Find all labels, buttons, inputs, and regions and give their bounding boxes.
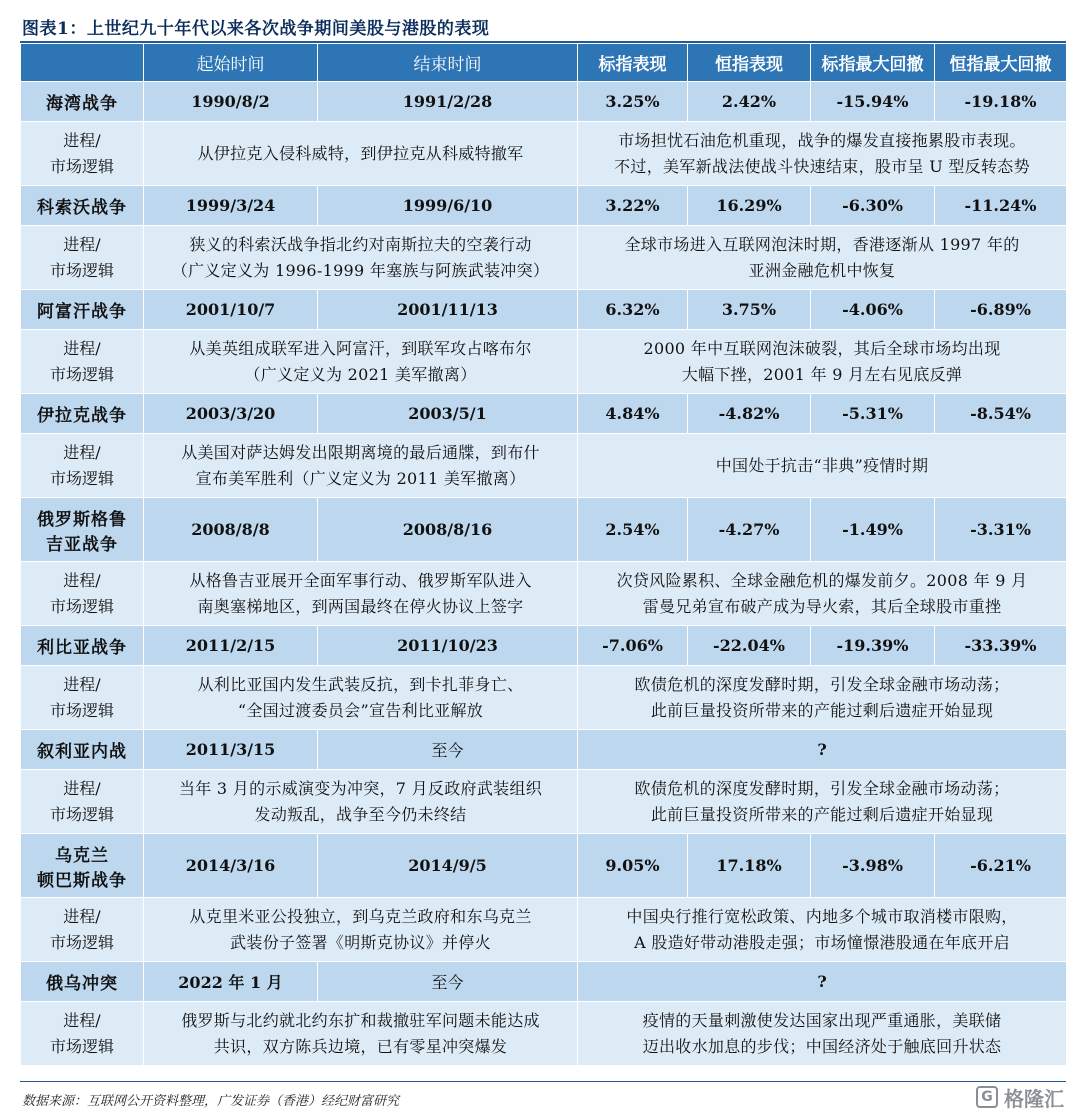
process-line: 共识，双方陈兵边境，已有零星冲突爆发: [213, 1036, 508, 1056]
process-logic-label-line: 进程/: [63, 234, 101, 254]
spx-return-cell: 9.05%: [578, 834, 688, 898]
process-description-cell: [144, 330, 578, 394]
end-date-cell: 1999/6/10: [318, 186, 578, 226]
market-line: 市场担忧石油危机重现，战争的爆发直接拖累股市表现。: [618, 130, 1026, 150]
war-name-line: 叙利亚内战: [37, 742, 127, 762]
market-line: 欧债危机的深度发酵时期，引发全球金融市场动荡；: [634, 778, 1010, 798]
process-logic-label-line: 进程/: [63, 1010, 101, 1030]
market-logic-cell: [578, 226, 1067, 290]
process-line: 南奥塞梯地区，到两国最终在停火协议上签字: [197, 596, 524, 616]
market-logic-cell: [578, 122, 1067, 186]
process-line: 从利比亚国内发生武装反抗，到卡扎菲身亡、: [197, 674, 524, 694]
process-line: 宣布美军胜利（广义定义为 2011 美军撤离）: [195, 468, 526, 488]
hsi-return-cell: 3.75%: [688, 290, 811, 330]
end-date-cell: 2001/11/13: [318, 290, 578, 330]
market-line: 大幅下挫，2001 年 9 月左右见底反弹: [681, 364, 963, 384]
watermark-text: 格隆汇: [1004, 1086, 1064, 1111]
market-line: 雷曼兄弟宣布破产成为导火索，其后全球股市重挫: [642, 596, 1002, 616]
start-date-cell: 2014/3/16: [144, 834, 318, 898]
market-line: 亚洲金融危机中恢复: [748, 260, 896, 280]
start-date-cell: 1999/3/24: [144, 186, 318, 226]
process-logic-label-line: 市场逻辑: [49, 260, 114, 280]
war-name-cell: [21, 834, 144, 898]
war-name-line: 乌克兰: [55, 845, 109, 866]
process-logic-label-line: 进程/: [63, 338, 101, 358]
market-logic-cell: [578, 666, 1067, 730]
header-cell-blank: [21, 44, 144, 82]
spx-drawdown-cell: -4.06%: [811, 290, 935, 330]
war-name-cell: [21, 730, 144, 770]
market-logic-cell: [578, 330, 1067, 394]
process-description-cell: [144, 434, 578, 498]
war-name-cell: [21, 394, 144, 434]
war-name-line: 顿巴斯战争: [37, 870, 127, 891]
hsi-drawdown-cell: -11.24%: [935, 186, 1067, 226]
process-line: 从美国对萨达姆发出限期离境的最后通牒，到布什: [181, 442, 540, 462]
process-description-cell: [144, 226, 578, 290]
war-name-cell: [21, 498, 144, 562]
war-name-cell: [21, 626, 144, 666]
process-description-cell: [144, 770, 578, 834]
process-logic-label-line: 市场逻辑: [49, 156, 114, 176]
process-logic-label: [21, 226, 144, 290]
war-data-row: [21, 962, 1067, 1002]
end-date-cell: 至今: [318, 962, 578, 1002]
process-logic-label: [21, 898, 144, 962]
process-logic-label-line: 市场逻辑: [49, 700, 114, 720]
bottom-rule: [20, 1081, 1066, 1082]
war-data-row: [21, 498, 1067, 562]
hsi-drawdown-cell: -19.18%: [935, 82, 1067, 122]
war-name-cell: [21, 82, 144, 122]
market-line: 此前巨量投资所带来的产能过剩后遗症开始显现: [650, 804, 994, 824]
header-cell-spx-return: 标指表现: [578, 44, 688, 82]
process-logic-label-line: 市场逻辑: [49, 364, 114, 384]
process-line: （广义定义为 1996-1999 年塞族与阿族武装冲突）: [171, 260, 550, 280]
spx-return-cell: 2.54%: [578, 498, 688, 562]
market-line: 不过，美军新战法使战斗快速结束，股市呈 U 型反转态势: [614, 156, 1030, 176]
process-logic-label-line: 进程/: [63, 778, 101, 798]
spx-return-cell: 3.25%: [578, 82, 688, 122]
process-description-cell: [144, 898, 578, 962]
start-date-cell: 2022 年 1 月: [144, 962, 318, 1002]
start-date-cell: 2011/3/15: [144, 730, 318, 770]
hsi-return-cell: 16.29%: [688, 186, 811, 226]
market-line: 次贷风险累积、全球金融危机的爆发前夕。2008 年 9 月: [616, 570, 1028, 590]
market-line: 欧债危机的深度发酵时期，引发全球金融市场动荡；: [634, 674, 1010, 694]
hsi-return-cell: -22.04%: [688, 626, 811, 666]
hsi-return-cell: 17.18%: [688, 834, 811, 898]
war-data-row: [21, 730, 1067, 770]
war-data-row: [21, 290, 1067, 330]
start-date-cell: 1990/8/2: [144, 82, 318, 122]
start-date-cell: 2001/10/7: [144, 290, 318, 330]
war-name-cell: [21, 186, 144, 226]
process-logic-label-line: 市场逻辑: [49, 468, 114, 488]
war-name-line: 阿富汗战争: [37, 302, 127, 322]
process-logic-label-line: 市场逻辑: [49, 932, 114, 952]
header-cell-spx-drawdown: 标指最大回撤: [811, 44, 935, 82]
end-date-cell: 1991/2/28: [318, 82, 578, 122]
hsi-drawdown-cell: -6.89%: [935, 290, 1067, 330]
hsi-return-cell: -4.27%: [688, 498, 811, 562]
end-date-cell: 2003/5/1: [318, 394, 578, 434]
process-logic-label-line: 市场逻辑: [49, 804, 114, 824]
process-logic-label-line: 进程/: [63, 442, 101, 462]
market-line: A 股造好带动港股走强；市场憧憬港股通在年底开启: [634, 932, 1010, 952]
header-row: [21, 44, 1067, 82]
war-name-cell: [21, 962, 144, 1002]
process-line: 发动叛乱，战争至今仍未终结: [254, 804, 467, 824]
hsi-drawdown-cell: -33.39%: [935, 626, 1067, 666]
spx-return-cell: 6.32%: [578, 290, 688, 330]
war-logic-row: [21, 122, 1067, 186]
process-line: 狭义的科索沃战争指北约对南斯拉夫的空袭行动: [189, 234, 532, 254]
process-logic-label: [21, 562, 144, 626]
war-name-line: 伊拉克战争: [37, 406, 127, 426]
market-line: 此前巨量投资所带来的产能过剩后遗症开始显现: [650, 700, 994, 720]
war-name-line: 俄罗斯格鲁: [37, 509, 127, 530]
market-logic-cell: [578, 562, 1067, 626]
process-logic-label-line: 进程/: [63, 674, 101, 694]
war-logic-row: [21, 226, 1067, 290]
process-logic-label: [21, 122, 144, 186]
process-line: 武装份子签署《明斯克协议》并停火: [230, 932, 491, 952]
war-name-cell: [21, 290, 144, 330]
process-logic-label-line: 市场逻辑: [49, 596, 114, 616]
war-logic-row: [21, 770, 1067, 834]
process-line: 从格鲁吉亚展开全面军事行动、俄罗斯军队进入: [189, 570, 532, 590]
header-cell-hsi-return: 恒指表现: [688, 44, 811, 82]
figure-title: 图表1：上世纪九十年代以来各次战争期间美股与港股的表现: [22, 19, 490, 39]
war-logic-row: [21, 1002, 1067, 1066]
watermark-logo: [976, 1082, 1064, 1112]
war-name-line: 利比亚战争: [37, 638, 127, 658]
process-line: 俄罗斯与北约就北约东扩和裁撤驻军问题未能达成: [181, 1010, 540, 1030]
process-description-cell: [144, 1002, 578, 1066]
process-logic-label: [21, 330, 144, 394]
hsi-drawdown-cell: -6.21%: [935, 834, 1067, 898]
war-name-line: 吉亚战争: [46, 534, 118, 555]
process-logic-label-line: 进程/: [63, 906, 101, 926]
war-data-row: [21, 82, 1067, 122]
market-line: 中国处于抗击“非典”疫情时期: [715, 455, 929, 475]
end-date-cell: 2014/9/5: [318, 834, 578, 898]
process-line: “全国过渡委员会”宣告利比亚解放: [237, 700, 484, 720]
process-line: 从克里米亚公投独立，到乌克兰政府和东乌克兰: [189, 906, 532, 926]
unknown-performance-cell: ?: [578, 962, 1067, 1002]
process-line: 从伊拉克入侵科威特，到伊拉克从科威特撤军: [197, 143, 524, 163]
market-logic-cell: [578, 898, 1067, 962]
spx-return-cell: 4.84%: [578, 394, 688, 434]
process-line: （广义定义为 2021 美军撤离）: [244, 364, 477, 384]
process-line: 当年 3 月的示威演变为冲突，7 月反政府武装组织: [178, 778, 543, 798]
war-market-table: [20, 43, 1067, 1066]
spx-drawdown-cell: -19.39%: [811, 626, 935, 666]
process-logic-label: [21, 434, 144, 498]
end-date-cell: 2011/10/23: [318, 626, 578, 666]
start-date-cell: 2003/3/20: [144, 394, 318, 434]
start-date-cell: 2011/2/15: [144, 626, 318, 666]
table-body: [21, 82, 1067, 1066]
hsi-drawdown-cell: -3.31%: [935, 498, 1067, 562]
war-logic-row: [21, 666, 1067, 730]
war-name-line: 科索沃战争: [37, 198, 127, 218]
process-line: 从美英组成联军进入阿富汗，到联军攻占喀布尔: [189, 338, 532, 358]
start-date-cell: 2008/8/8: [144, 498, 318, 562]
spx-drawdown-cell: -1.49%: [811, 498, 935, 562]
process-logic-label: [21, 1002, 144, 1066]
market-logic-cell: [578, 770, 1067, 834]
process-logic-label-line: 进程/: [63, 570, 101, 590]
watermark-g-icon: G: [976, 1086, 998, 1108]
process-description-cell: [144, 122, 578, 186]
header-cell-hsi-drawdown: 恒指最大回撤: [935, 44, 1067, 82]
market-line: 2000 年中互联网泡沫破裂，其后全球市场均出现: [643, 338, 1001, 358]
process-description-cell: [144, 666, 578, 730]
hsi-return-cell: 2.42%: [688, 82, 811, 122]
war-name-line: 俄乌冲突: [46, 974, 118, 994]
process-logic-label-line: 市场逻辑: [49, 1036, 114, 1056]
war-data-row: [21, 834, 1067, 898]
spx-drawdown-cell: -3.98%: [811, 834, 935, 898]
spx-drawdown-cell: -6.30%: [811, 186, 935, 226]
source-note: 数据来源：互联网公开资料整理，广发证券（香港）经纪财富研究: [22, 1094, 400, 1109]
market-logic-cell: [578, 434, 1067, 498]
market-line: 全球市场进入互联网泡沫时期，香港逐渐从 1997 年的: [624, 234, 1020, 254]
war-logic-row: [21, 330, 1067, 394]
market-logic-cell: [578, 1002, 1067, 1066]
spx-return-cell: 3.22%: [578, 186, 688, 226]
market-line: 中国央行推行宽松政策、内地多个城市取消楼市限购，: [626, 906, 1018, 926]
spx-drawdown-cell: -5.31%: [811, 394, 935, 434]
end-date-cell: 2008/8/16: [318, 498, 578, 562]
process-logic-label: [21, 770, 144, 834]
war-data-row: [21, 626, 1067, 666]
war-name-line: 海湾战争: [46, 94, 118, 114]
unknown-performance-cell: ?: [578, 730, 1067, 770]
war-logic-row: [21, 562, 1067, 626]
end-date-cell: 至今: [318, 730, 578, 770]
market-line: 疫情的天量刺激使发达国家出现严重通胀，美联储: [642, 1010, 1002, 1030]
process-logic-label: [21, 666, 144, 730]
spx-return-cell: -7.06%: [578, 626, 688, 666]
header-cell-start: 起始时间: [144, 44, 318, 82]
spx-drawdown-cell: -15.94%: [811, 82, 935, 122]
hsi-return-cell: -4.82%: [688, 394, 811, 434]
hsi-drawdown-cell: -8.54%: [935, 394, 1067, 434]
war-logic-row: [21, 898, 1067, 962]
war-data-row: [21, 186, 1067, 226]
process-logic-label-line: 进程/: [63, 130, 101, 150]
market-line: 迈出收水加息的步伐；中国经济处于触底回升状态: [642, 1036, 1002, 1056]
war-logic-row: [21, 434, 1067, 498]
process-description-cell: [144, 562, 578, 626]
header-cell-end: 结束时间: [318, 44, 578, 82]
war-data-row: [21, 394, 1067, 434]
